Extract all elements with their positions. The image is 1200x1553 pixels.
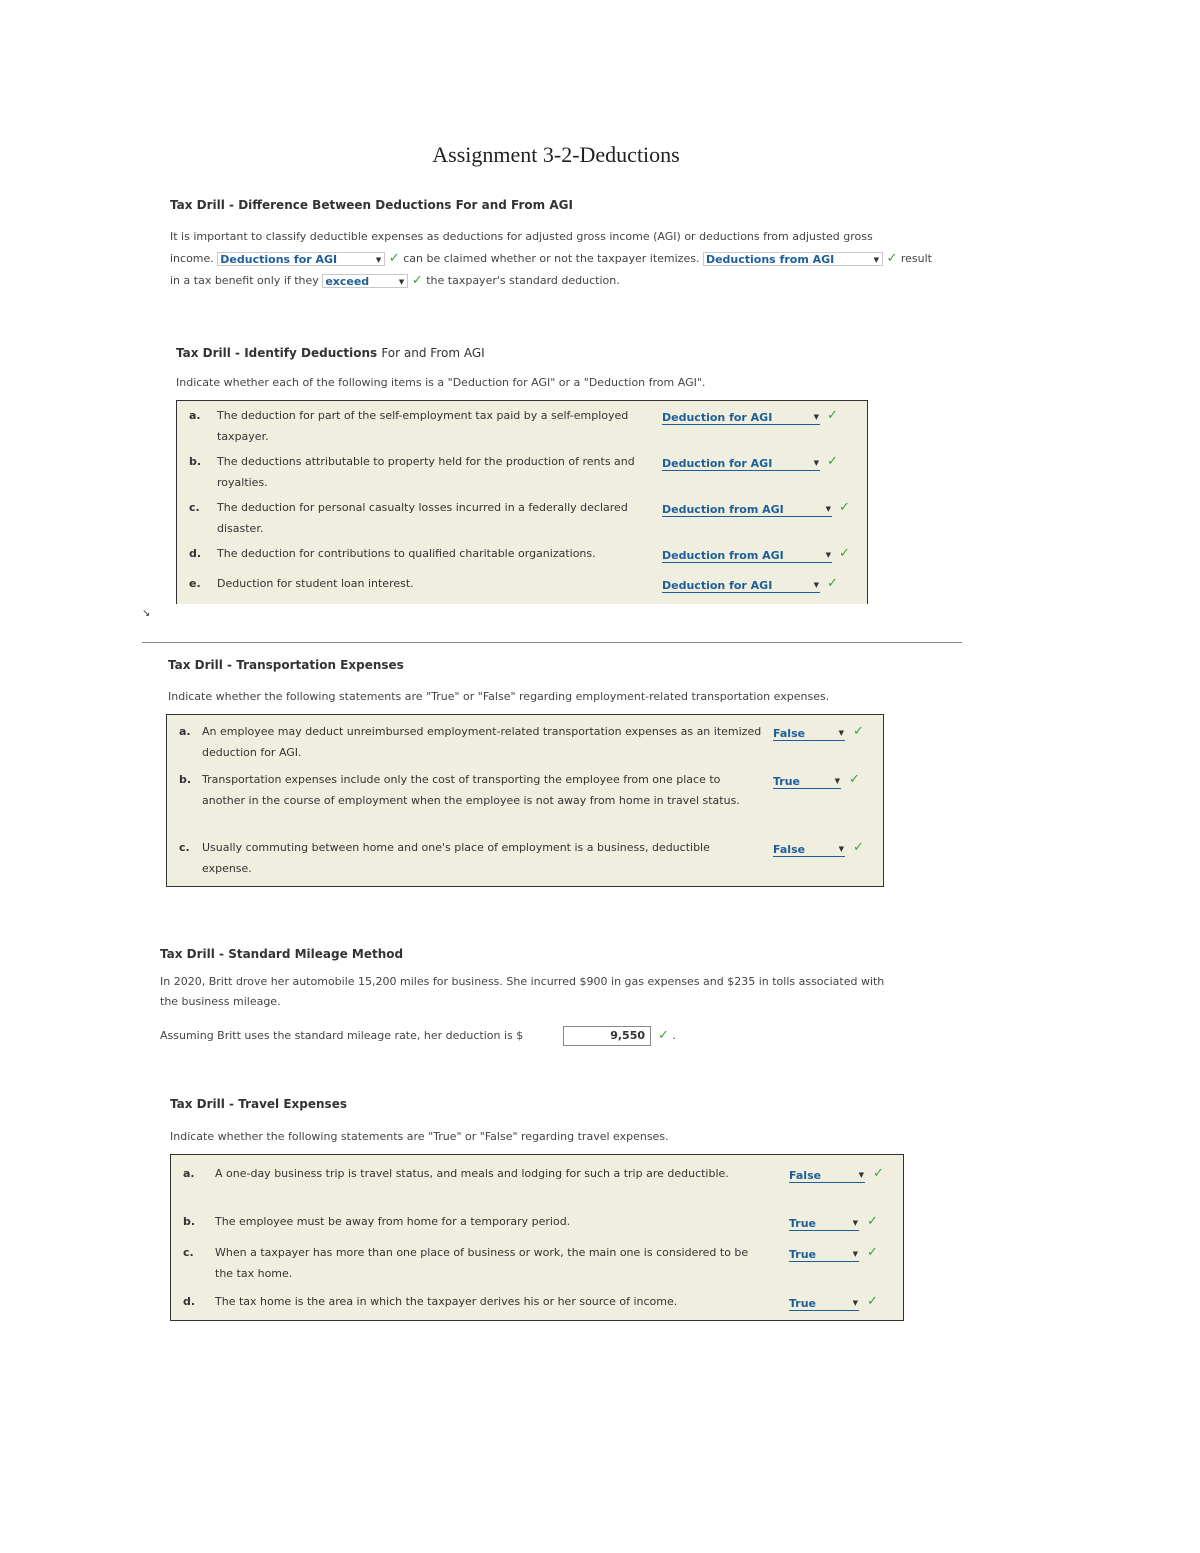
chevron-down-icon: ▼: [852, 1219, 858, 1227]
mileage-question: Assuming Britt uses the standard mileage rate, her deduction is $: [160, 1029, 524, 1042]
check-icon: ✓: [867, 1214, 878, 1229]
difference-paragraph: [170, 226, 932, 292]
difference-line-3: in a tax benefit only if they exceed ▼ ✓ the taxpayer's standard deduction.: [170, 273, 620, 288]
answer-dropdown[interactable]: True ▼: [789, 1297, 858, 1310]
answer-dropdown[interactable]: Deduction from AGI ▼: [662, 503, 831, 516]
mileage-paragraph: [160, 972, 884, 1012]
chevron-down-icon: ▼: [852, 1299, 858, 1307]
transportation-table: a. An employee may deduct unreimbursed employment-related transportation expenses as an itemized deduction for AGI. False ▼ ✓ b. Transportation expenses include only the cost of transporting the employee from one place to another in the course of employment when the employee is not away from home in travel status. True ▼ ✓ c. Usually commuting between home and one's place of employment is a business, deductible expense. False ▼ ✓: [166, 714, 884, 887]
answer-dropdown[interactable]: Deduction for AGI ▼: [662, 579, 819, 592]
chevron-down-icon: ▼: [375, 256, 382, 264]
chevron-down-icon: ▼: [813, 581, 819, 589]
chevron-down-icon: ▼: [825, 551, 831, 559]
section-divider: [142, 642, 962, 643]
stray-mark-icon: ↘: [142, 608, 151, 619]
transportation-instruction: Indicate whether the following statements are "True" or "False" regarding employment-related transportation expenses.: [168, 690, 830, 703]
check-icon: ✓: [873, 1166, 884, 1181]
check-icon: ✓: [827, 576, 838, 591]
section-title-identify: Tax Drill - Identify Deductions For and From AGI: [176, 346, 485, 360]
check-icon: ✓: [839, 546, 850, 561]
chevron-down-icon: ▼: [858, 1171, 864, 1179]
answer-dropdown[interactable]: True ▼: [789, 1248, 858, 1261]
check-icon: ✓: [388, 251, 400, 266]
section-title-mileage: Tax Drill - Standard Mileage Method: [160, 947, 404, 961]
mileage-answer-status: ✓ .: [658, 1028, 676, 1043]
chevron-down-icon: ▼: [838, 845, 844, 853]
answer-dropdown[interactable]: False ▼: [789, 1169, 864, 1182]
check-icon: ✓: [853, 840, 864, 855]
mileage-line-1: In 2020, Britt drove her automobile 15,200 miles for business. She incurred $900 in gas expenses and $235 in tolls associated with: [160, 975, 885, 988]
check-icon: ✓: [839, 500, 850, 515]
check-icon: ✓: [886, 251, 898, 266]
chevron-down-icon: ▼: [838, 729, 844, 737]
answer-dropdown[interactable]: True ▼: [789, 1217, 858, 1230]
chevron-down-icon: ▼: [873, 256, 879, 264]
answer-dropdown[interactable]: True ▼: [773, 775, 840, 788]
chevron-down-icon: ▼: [834, 777, 840, 785]
chevron-down-icon: ▼: [398, 278, 405, 286]
answer-dropdown[interactable]: False ▼: [773, 727, 844, 740]
difference-line-2: income. Deductions for AGI ▼ ✓ can be claimed whether or not the taxpayer itemizes. Deductions from AGI ▼ ✓ result: [170, 251, 932, 266]
check-icon: ✓: [867, 1245, 878, 1260]
exceed-dropdown[interactable]: exceed ▼: [322, 274, 408, 288]
chevron-down-icon: ▼: [852, 1250, 858, 1258]
chevron-down-icon: ▼: [825, 505, 831, 513]
identify-deductions-table: a. The deduction for part of the self-employment tax paid by a self-employed taxpayer. Deduction for AGI ▼ ✓ b. The deductions attributable to property held for the production of rents and royalties. Deduction for AGI ▼ ✓ c. The deduction for personal casualty losses incurred in a federally declared disaster. Deduction from AGI ▼ ✓ d. The deduction for contributions to qualified charitable organizations. Deduction from AGI ▼ ✓ e. Deduction for student loan interest. Deduction for AGI ▼ ✓: [176, 400, 868, 604]
travel-instruction: Indicate whether the following statements are "True" or "False" regarding travel expenses.: [170, 1130, 669, 1143]
answer-dropdown[interactable]: Deduction for AGI ▼: [662, 411, 819, 424]
section-title-difference: Tax Drill - Difference Between Deductions For and From AGI: [170, 198, 573, 212]
check-icon: ✓: [827, 408, 838, 423]
mileage-line-2: the business mileage.: [160, 995, 281, 1008]
chevron-down-icon: ▼: [813, 459, 819, 467]
answer-dropdown[interactable]: False ▼: [773, 843, 844, 856]
difference-line-1: It is important to classify deductible expenses as deductions for adjusted gross income (AGI) or deductions from adjusted gross: [170, 230, 873, 243]
check-icon: ✓: [853, 724, 864, 739]
section-title-transportation: Tax Drill - Transportation Expenses: [168, 658, 404, 672]
section-title-travel: Tax Drill - Travel Expenses: [170, 1097, 347, 1111]
check-icon: ✓: [867, 1294, 878, 1309]
travel-table: a. A one-day business trip is travel status, and meals and lodging for such a trip are deductible. False ▼ ✓ b. The employee must be away from home for a temporary period. True ▼ ✓ c. When a taxpayer has more than one place of business or work, the main one is considered to be the tax home. True ▼ ✓ d. The tax home is the area in which the taxpayer derives his or her source of income. True ▼ ✓: [170, 1154, 904, 1321]
answer-dropdown[interactable]: Deduction from AGI ▼: [662, 549, 831, 562]
document-title: Assignment 3-2-Deductions: [432, 142, 680, 167]
check-icon: ✓: [827, 454, 838, 469]
chevron-down-icon: ▼: [813, 413, 819, 421]
check-icon: ✓: [658, 1028, 669, 1043]
answer-dropdown[interactable]: Deduction for AGI ▼: [662, 457, 819, 470]
identify-instruction: Indicate whether each of the following items is a "Deduction for AGI" or a "Deduction from AGI".: [176, 376, 706, 389]
deductions-from-agi-dropdown[interactable]: Deductions from AGI ▼: [703, 252, 883, 266]
check-icon: ✓: [849, 772, 860, 787]
check-icon: ✓: [411, 273, 423, 288]
deduction-amount-input[interactable]: 9,550: [563, 1026, 651, 1046]
deductions-for-agi-dropdown[interactable]: Deductions for AGI ▼: [217, 252, 385, 266]
